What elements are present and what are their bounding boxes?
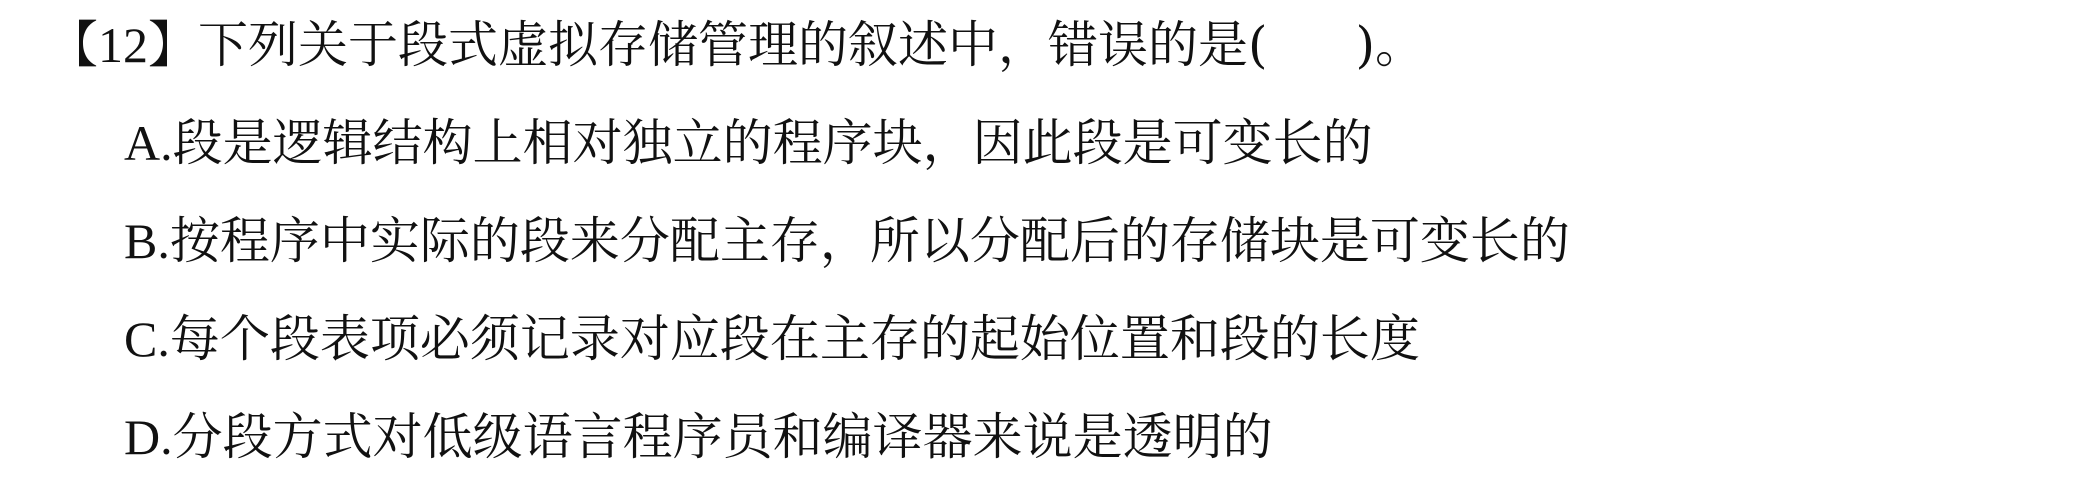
question-stem-text: 下列关于段式虚拟存储管理的叙述中，错误的是( [198,16,1268,74]
option-letter: A. [124,115,173,171]
option-text: 按程序中实际的段来分配主存，所以分配后的存储块是可变长的 [169,212,1570,270]
question-stem-end: )。 [1355,16,1426,74]
option-letter: B. [124,213,170,269]
option-c [124,306,1570,372]
option-letter: D. [124,409,173,465]
option-b [124,208,1570,274]
option-a [124,110,1570,176]
option-text: 每个段表项必须记录对应段在主存的起始位置和段的长度 [169,310,1420,368]
option-text: 分段方式对低级语言程序员和编译器来说是透明的 [172,408,1273,466]
question-number-open-bracket: 【 [48,16,98,74]
option-d [124,404,1570,470]
option-text: 段是逻辑结构上相对独立的程序块，因此段是可变长的 [172,114,1373,172]
option-list [124,110,1570,502]
question-stem [48,12,1425,78]
question-number-close-bracket: 】 [148,16,198,74]
option-letter: C. [124,311,170,367]
question-number: 12 [98,17,148,73]
